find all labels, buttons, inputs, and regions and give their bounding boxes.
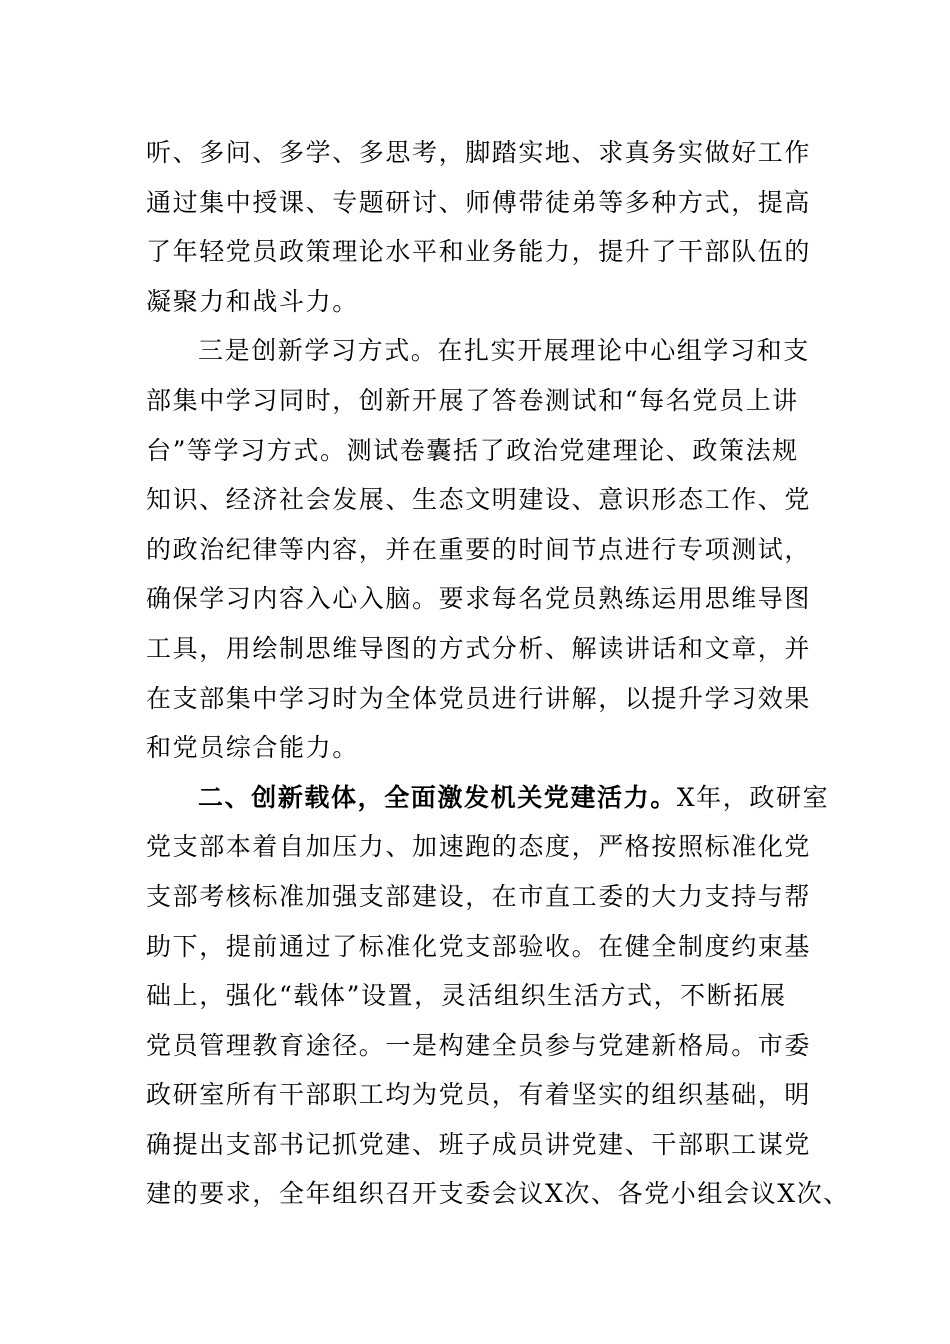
text-line: 的政治纪律等内容，并在重要的时间节点进行专项测试， (146, 534, 812, 564)
text-line: 通过集中授课、专题研讨、师傅带徒弟等多种方式，提高 (146, 187, 812, 217)
text-line: 凝聚力和战斗力。 (146, 286, 359, 316)
text-line: 在支部集中学习时为全体党员进行讲解，以提升学习效果 (146, 683, 812, 713)
text-line: 和党员综合能力。 (146, 733, 359, 763)
paragraph-start-line: 三是创新学习方式。在扎实开展理论中心组学习和支 (198, 336, 810, 366)
text-line: 工具，用绘制思维导图的方式分析、解读讲话和文章，并 (146, 633, 812, 663)
section-heading: 二、创新载体，全面激发机关党建活力。 (198, 782, 677, 812)
text-line: 础上，强化“载体”设置，灵活组织生活方式，不断拓展 (146, 981, 787, 1011)
text-line: 确提出支部书记抓党建、班子成员讲党建、干部职工谋党 (146, 1129, 812, 1159)
section-heading-line (146, 773, 830, 823)
text-line: 党员管理教育途径。一是构建全员参与党建新格局。市委 (146, 1030, 812, 1060)
section-heading-rest: X年，政研室 (676, 782, 830, 812)
text-line: 政研室所有干部职工均为党员，有着坚实的组织基础，明 (146, 1080, 812, 1110)
body-text (146, 128, 850, 1219)
text-line: 部集中学习同时，创新开展了答卷测试和“每名党员上讲 (146, 385, 799, 415)
text-line: 支部考核标准加强支部建设，在市直工委的大力支持与帮 (146, 881, 812, 911)
text-line: 听、多问、多学、多思考，脚踏实地、求真务实做好工作 (146, 138, 812, 167)
text-line: 台”等学习方式。测试卷囊括了政治党建理论、政策法规 (146, 435, 799, 465)
text-line: 了年轻党员政策理论水平和业务能力，提升了干部队伍的 (146, 237, 812, 267)
text-line: 知识、经济社会发展、生态文明建设、意识形态工作、党 (146, 485, 812, 515)
text-line: 助下，提前通过了标准化党支部验收。在健全制度约束基 (146, 931, 812, 961)
text-line: 党支部本着自加压力、加速跑的态度，严格按照标准化党 (146, 832, 812, 862)
text-line: 建的要求，全年组织召开支委会议X次、各党小组会议X次、 (146, 1179, 850, 1209)
text-line: 确保学习内容入心入脑。要求每名党员熟练运用思维导图 (146, 584, 812, 614)
